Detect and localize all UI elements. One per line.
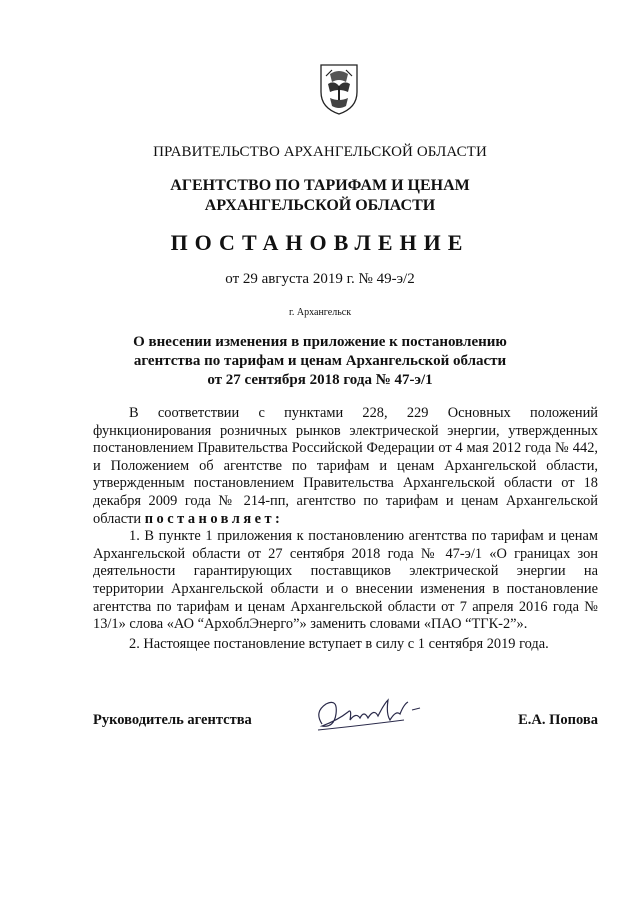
document-subject xyxy=(0,333,640,390)
signatory-position: Руководитель агентства xyxy=(93,712,252,728)
subject-line2: агентства по тарифам и ценам Архангельской области xyxy=(133,353,507,369)
subject-line1: О внесении изменения в приложение к постановлению xyxy=(133,334,507,350)
document-date-number: от 29 августа 2019 г. № 49-э/2 xyxy=(225,271,415,287)
preamble-paragraph xyxy=(93,405,598,528)
handwritten-signature xyxy=(308,690,428,740)
item-1-paragraph: 1. В пункте 1 приложения к постановлению агентства по тарифам и ценам Архангельской области от 27 сентября 2018 года № 47-э/1 «О границах зон деятельности гарантирующих поставщиков электрической энергии на территории Архангельской области и о внесении изменения в постановление агентства по тарифам и ценам Архангельской области от 7 апреля 2016 года № 13/1» слова «АО “АрхоблЭнерго”» заменить словами «ПАО “ТГК-2”». xyxy=(93,528,598,633)
document-city: г. Архангельск xyxy=(288,307,352,318)
item-2-paragraph: 2. Настоящее постановление вступает в силу с 1 сентября 2019 года. xyxy=(129,635,549,652)
agency-title-line2: АРХАНГЕЛЬСКОЙ ОБЛАСТИ xyxy=(204,197,436,214)
agency-title xyxy=(0,176,640,216)
document-type-heading: ПОСТАНОВЛЕНИЕ xyxy=(170,230,470,255)
government-title: ПРАВИТЕЛЬСТВО АРХАНГЕЛЬСКОЙ ОБЛАСТИ xyxy=(153,144,487,160)
document-body xyxy=(93,405,598,653)
preamble-text: В соответствии с пунктами 228, 229 Основных положений функционирования розничных рынков электрической энергии, утвержденных постановлением Правительства Российской Федерации от 4 мая 2012 года № 442, и Положением об агентстве по тарифам и ценам Архангельской области, утвержденным постановлением Правительства Архангельской области от 18 декабря 2009 года № 214-пп, агентство по тарифам и ценам Архангельской области xyxy=(93,405,598,527)
subject-line3: от 27 сентября 2018 года № 47-э/1 xyxy=(207,372,433,388)
decree-word: постановляет: xyxy=(144,510,284,527)
coat-of-arms-emblem xyxy=(318,62,360,116)
signatory-name: Е.А. Попова xyxy=(518,712,598,728)
agency-title-line1: АГЕНТСТВО ПО ТАРИФАМ И ЦЕНАМ xyxy=(170,177,470,194)
